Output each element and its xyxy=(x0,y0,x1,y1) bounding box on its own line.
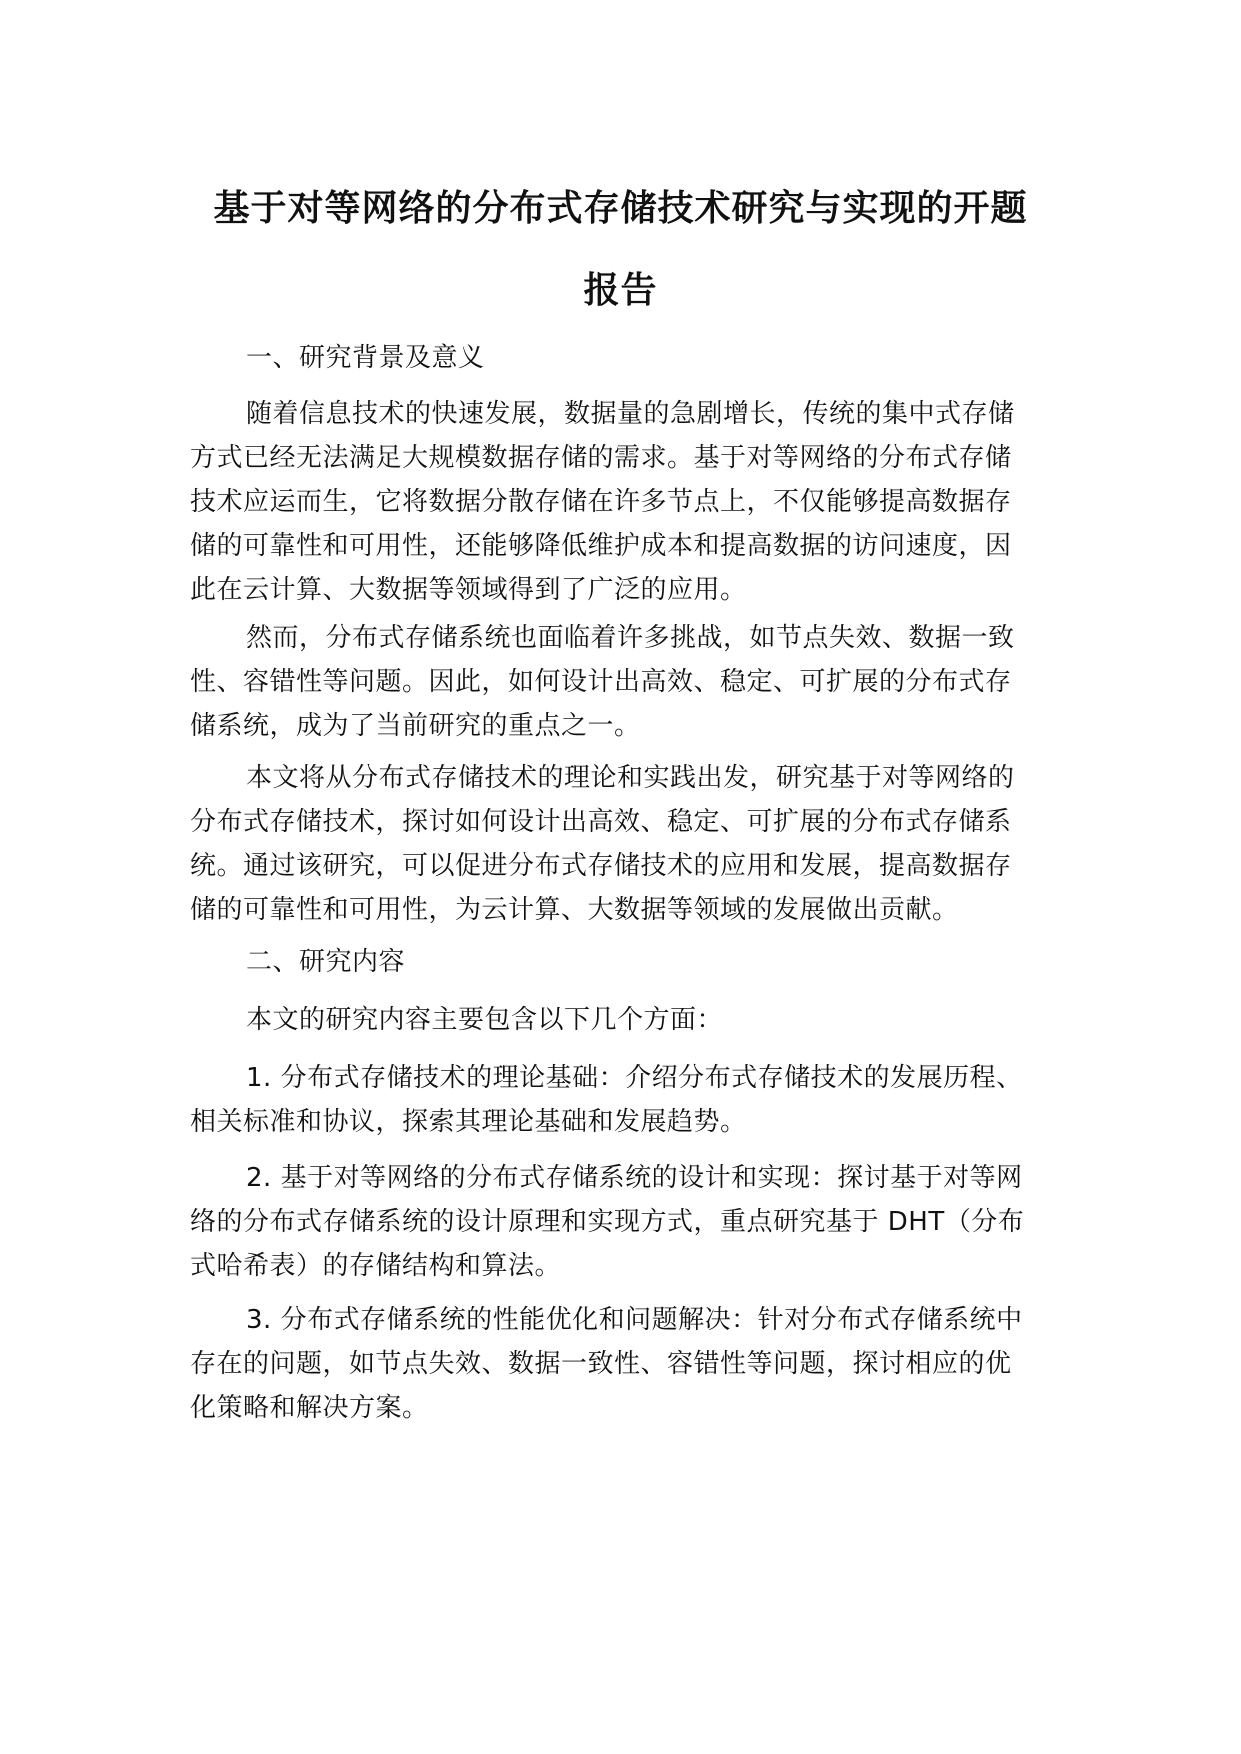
section2-item2: 2. 基于对等网络的分布式存储系统的设计和实现：探讨基于对等网络的分布式存储系统的设计原理和实现方式，重点研究基于 DHT（分布式哈希表）的存储结构和算法。 xyxy=(190,1163,1025,1281)
section2-item3: 3. 分布式存储系统的性能优化和问题解决：针对分布式存储系统中存在的问题，如节点失效、数据一致性、容错性等问题，探讨相应的优化策略和解决方案。 xyxy=(190,1305,1023,1423)
section1-heading: 一、研究背景及意义 xyxy=(246,343,485,373)
section1-paragraph1: 随着信息技术的快速发展，数据量的急剧增长，传统的集中式存储方式已经无法满足大规模数据存储的需求。基于对等网络的分布式存储技术应运而生，它将数据分散存储在许多节点上，不仅能够提高数据存储的可靠性和可用性，还能够降低维护成本和提高数据的访问速度，因此在云计算、大数据等领域得到了广泛的应用。 xyxy=(190,399,1015,605)
section2-item1: 1. 分布式存储技术的理论基础：介绍分布式存储技术的发展历程、相关标准和协议，探索其理论基础和发展趋势。 xyxy=(190,1063,1023,1137)
section1-paragraph3: 本文将从分布式存储技术的理论和实践出发，研究基于对等网络的分布式存储技术，探讨如何设计出高效、稳定、可扩展的分布式存储系统。通过该研究，可以促进分布式存储技术的应用和发展，提高数据存储的可靠性和可用性，为云计算、大数据等领域的发展做出贡献。 xyxy=(190,763,1015,925)
section2-intro: 本文的研究内容主要包含以下几个方面： xyxy=(246,1005,724,1035)
section1-paragraph2: 然而，分布式存储系统也面临着许多挑战，如节点失效、数据一致性、容错性等问题。因此，如何设计出高效、稳定、可扩展的分布式存储系统，成为了当前研究的重点之一。 xyxy=(190,623,1015,741)
document-title-line2: 报告 xyxy=(583,270,658,311)
document-title-line1: 基于对等网络的分布式存储技术研究与实现的开题 xyxy=(213,188,1028,229)
section2-heading: 二、研究内容 xyxy=(246,947,406,977)
